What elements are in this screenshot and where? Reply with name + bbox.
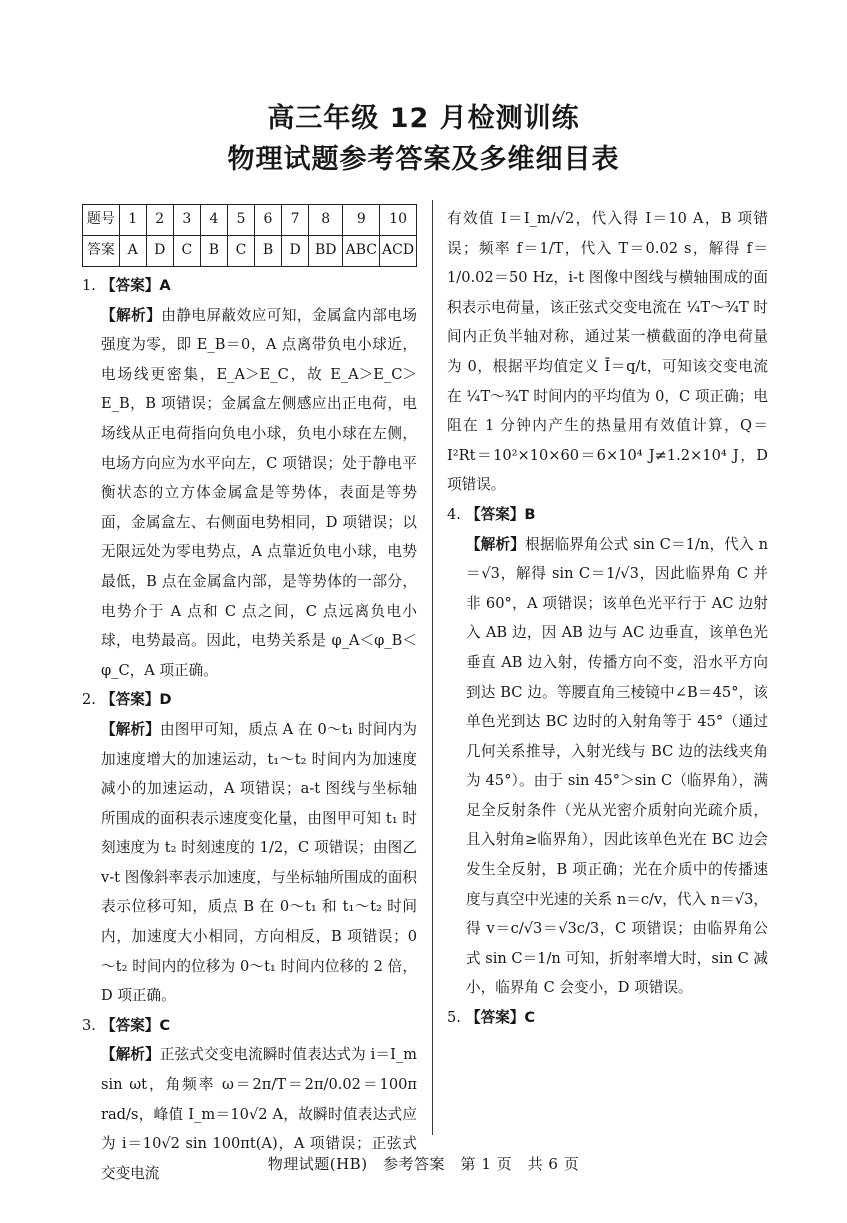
- answer-line: [447, 1003, 768, 1033]
- question-number: 5.: [447, 1009, 461, 1027]
- answer-table-number-row: [83, 205, 417, 236]
- question-number: 4.: [447, 505, 461, 523]
- title-line-1: 高三年级 12 月检测训练: [267, 103, 580, 134]
- answer-tag: 【答案】A: [101, 277, 171, 294]
- page-footer: 物理试题(HB) 参考答案 第 1 页 共 6 页: [267, 1155, 580, 1173]
- analysis-tag: 【解析】: [101, 720, 160, 738]
- answer-table-cell: C: [227, 236, 254, 267]
- title-line-2: 物理试题参考答案及多维细目表: [227, 144, 620, 175]
- answer-table-cell: 2: [146, 205, 173, 236]
- answer-table-cell: D: [282, 236, 309, 267]
- answer-line: [82, 1011, 417, 1041]
- right-column: [447, 204, 768, 1033]
- answer-tag: 【答案】C: [466, 1009, 536, 1027]
- answer-table-cell: B: [200, 236, 227, 267]
- answer-tag: 【答案】B: [466, 505, 536, 523]
- answer-table-cell: 1: [119, 205, 146, 236]
- analysis: [82, 715, 417, 1011]
- answer-line: [447, 500, 768, 530]
- analysis: [447, 530, 768, 1004]
- analysis-text: 根据临界角公式 sin C＝1/n，代入 n＝√3，解得 sin C＝1/√3，因此临界角 C 并非 60°，A 项错误；该单色光平行于 AC 边射入 AB 边，因 AB 边与 AC 边垂直，该单色光垂直 AB 边入射，传播方向不变，沿水平方向到达 BC 边。等腰直角三棱镜中∠B＝45°，该单色光到达 BC 边时的入射角等于 45°（通过几何关系推导，入射光线与 BC 边的法线夹角为 45°）。由于 sin 45°＞sin C（临界角），满足全反射条件（光从光密介质射向光疏介质，且入射角≥临界角），因此该单色光在 BC 边会发生全反射，B 项正确；光在介质中的传播速度与真空中光速的关系 n＝c/v，代入 n＝√3，得 v＝c/√3＝√3c/3，C 项错误；由临界角公式 sin C＝1/n 可知，折射率增大时，sin C 减小，临界角 C 会变小，D 项错误。: [466, 535, 768, 997]
- answer-table-cell: 5: [227, 205, 254, 236]
- analysis-tag: 【解析】: [101, 306, 162, 324]
- analysis-tag: 【解析】: [101, 1046, 160, 1064]
- answer-table-cell: 7: [282, 205, 309, 236]
- question-4: [447, 500, 768, 1003]
- question-number: 2.: [82, 691, 96, 709]
- analysis-text: 由图甲可知，质点 A 在 0～t₁ 时间内为加速度增大的加速运动，t₁～t₂ 时间内为加速度减小的加速运动，A 项错误；a-t 图线与坐标轴所围成的面积表示速度变化量，由图甲可知 t₁ 时刻速度为 t₂ 时刻速度的 1/2，C 项错误；由图乙 v-t 图像斜率表示加速度，与坐标轴所围成的面积表示位移可知，质点 B 在 0～t₁ 和 t₁～t₂ 时间内，加速度大小相同，方向相反，B 项错误；0～t₂ 时间内的位移为 0～t₁ 时间内位移的 2 倍，D 项正确。: [101, 720, 417, 1005]
- answer-table-cell: ABC: [343, 236, 380, 267]
- analysis: [82, 301, 417, 686]
- answer-table-cell: B: [254, 236, 281, 267]
- answer-table-answer-row: [83, 236, 417, 267]
- answer-table-row-label: 题号: [83, 205, 120, 236]
- answer-tag: 【答案】C: [101, 1016, 171, 1034]
- question-5: [447, 1003, 768, 1033]
- answer-line: [82, 685, 417, 715]
- answer-line: [82, 271, 417, 301]
- left-column: [82, 204, 417, 1188]
- answer-table: [82, 204, 417, 267]
- answer-table-cell: C: [173, 236, 200, 267]
- answer-table-cell: 9: [343, 205, 380, 236]
- analysis-text: 正弦式交变电流瞬时值表达式为 i＝I_m sin ωt，角频率 ω＝2π/T＝2π/0.02＝100π rad/s，峰值 I_m＝10√2 A，故瞬时值表达式应为 i＝10√2 sin 100πt(A)，A 项错误；正弦式交变电流: [101, 1046, 417, 1182]
- answer-table-cell: D: [146, 236, 173, 267]
- answer-tag: 【答案】D: [101, 691, 172, 709]
- analysis-text: 由静电屏蔽效应可知，金属盒内部电场强度为零，即 E_B＝0，A 点离带负电小球近，电场线更密集，E_A＞E_C，故 E_A＞E_C＞E_B，B 项错误；金属盒左侧感应出正电荷，电场线从正电荷指向负电小球，负电小球在左侧，电场方向应为水平向左，C 项错误；处于静电平衡状态的立方体金属盒是等势体，表面是等势面，金属盒左、右侧面电势相同，D 项错误；以无限远处为零电势点，A 点靠近负电小球，电势最低，B 点在金属盒内部，是等势体的一部分，电势介于 A 点和 C 点之间，C 点远离负电小球，电势最高。因此，电势关系是 φ_A＜φ_B＜φ_C，A 项正确。: [101, 306, 417, 679]
- question-3-continuation: 有效值 I＝I_m/√2，代入得 I＝10 A，B 项错误；频率 f＝1/T，代入 T＝0.02 s，解得 f＝1/0.02＝50 Hz，i-t 图像中图线与横轴围成的面积表示电荷量，该正弦式交变电流在 ¼T～¾T 时间内正负半轴对称，通过某一横截面的净电荷量为 0，根据平均值定义 Ī＝q/t，可知该交变电流在 ¼T～¾T 时间内的平均值为 0，C 项正确；电阻在 1 分钟内产生的热量用有效值计算，Q＝I²Rt＝10²×10×60＝6×10⁴ J≠1.2×10⁴ J，D 项错误。: [447, 210, 768, 494]
- column-divider: [432, 200, 433, 1135]
- answer-table-cell: 6: [254, 205, 281, 236]
- analysis-tag: 【解析】: [466, 535, 526, 553]
- question-2: [82, 685, 417, 1011]
- answer-table-cell: BD: [309, 236, 343, 267]
- answer-table-cell: 3: [173, 205, 200, 236]
- answer-table-cell: 10: [380, 205, 417, 236]
- answer-table-cell: ACD: [380, 236, 417, 267]
- answer-table-row-label: 答案: [83, 236, 120, 267]
- answer-table-cell: 8: [309, 205, 343, 236]
- page-title: [0, 100, 847, 179]
- question-1: [82, 271, 417, 685]
- question-number: 1.: [82, 277, 96, 294]
- answer-table-cell: 4: [200, 205, 227, 236]
- question-number: 3.: [82, 1016, 96, 1034]
- answer-table-cell: A: [119, 236, 146, 267]
